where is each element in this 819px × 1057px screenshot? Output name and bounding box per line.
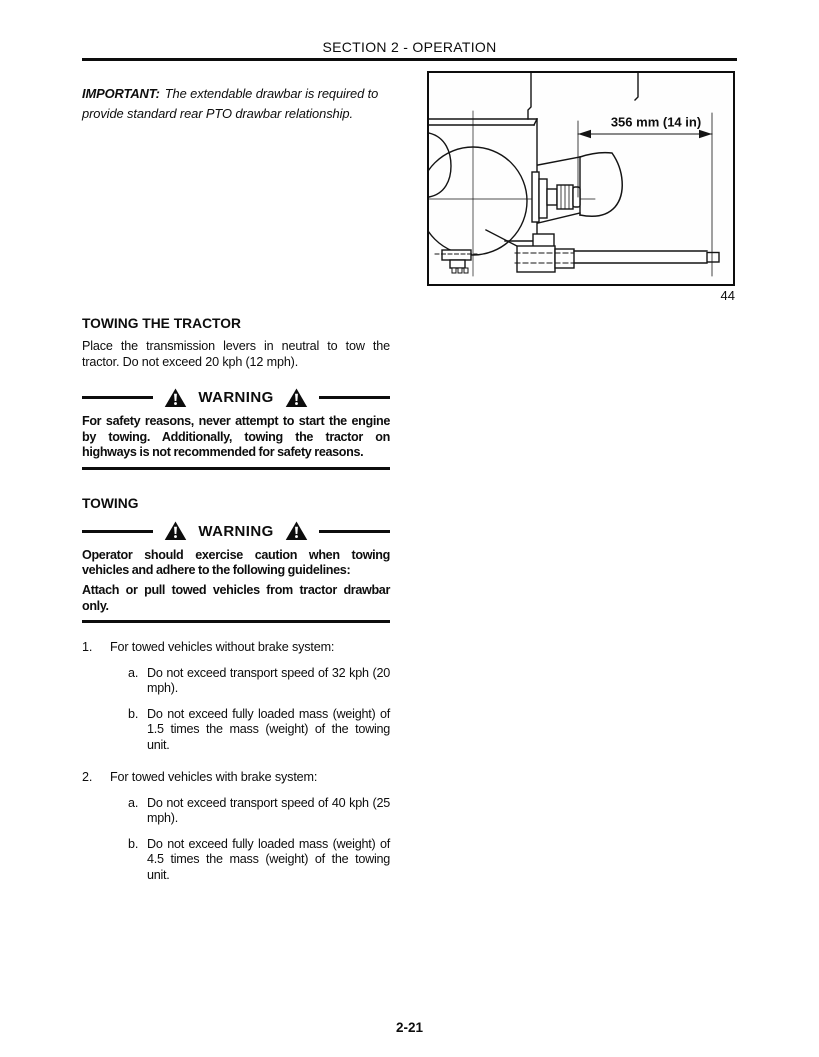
warning-rule-right	[319, 396, 390, 399]
list-item-number: 1.	[82, 640, 93, 655]
warning-rule-left	[82, 396, 153, 399]
warning-box-towing	[82, 521, 390, 623]
towing-the-tractor-body: Place the transmission levers in neutral to tow the tractor. Do not exceed 20 kph (12 mph).	[82, 339, 390, 369]
warning-text: For safety reasons, never attempt to start the engine by towing. Additionally, towing the tractor on highways is not recommended for safety reasons.	[82, 414, 390, 460]
list-item-number: 2.	[82, 770, 93, 785]
section-heading-towing-the-tractor: TOWING THE TRACTOR	[82, 316, 241, 331]
header-rule	[82, 58, 737, 61]
drawbar-figure	[427, 71, 735, 286]
warning-triangle-icon	[285, 521, 308, 541]
list-item	[82, 640, 390, 753]
subitem-letter: b.	[128, 836, 139, 851]
subitem-letter: a.	[128, 665, 139, 680]
important-label: IMPORTANT:	[82, 85, 160, 101]
warning-triangle-icon	[164, 521, 187, 541]
subitem-text: Do not exceed fully loaded mass (weight) of 1.5 times the mass (weight) of the towing unit.	[147, 706, 390, 752]
subitem-text: Do not exceed fully loaded mass (weight) of 4.5 times the mass (weight) of the towing unit.	[147, 836, 390, 882]
subitem-letter: a.	[128, 795, 139, 810]
list-item	[82, 770, 390, 883]
section-heading-towing: TOWING	[82, 495, 139, 511]
warning-bottom-rule	[82, 620, 390, 623]
list-item-text: For towed vehicles without brake system:	[110, 640, 335, 655]
warning-box-towing-the-tractor	[82, 387, 390, 470]
warning-rule-left	[82, 530, 153, 533]
figure-number: 44	[720, 288, 735, 303]
list-item-body	[110, 640, 390, 753]
text-column	[82, 316, 390, 883]
warning-text: Attach or pull towed vehicles from tractor drawbar only.	[82, 582, 390, 613]
figure-dimension-label: 356 mm (14 in)	[610, 114, 702, 130]
list-item-body	[110, 770, 390, 883]
warning-header	[82, 521, 390, 542]
warning-triangle-icon	[164, 388, 187, 408]
warning-rule-right	[319, 530, 390, 533]
list-subitem	[110, 837, 390, 884]
page-header: SECTION 2 - OPERATION	[322, 39, 497, 55]
important-note	[82, 84, 396, 124]
warning-triangle-icon	[285, 388, 308, 408]
list-subitem	[110, 707, 390, 754]
warning-bottom-rule	[82, 467, 390, 470]
important-text: The extendable drawbar is required to provide standard rear PTO drawbar relationship.	[82, 85, 379, 121]
list-subitem	[110, 796, 390, 827]
list-item-text: For towed vehicles with brake system:	[110, 770, 318, 785]
warning-title: WARNING	[198, 389, 274, 406]
warning-text: Operator should exercise caution when towing vehicles and adhere to the following guidelines:	[82, 547, 390, 578]
page-number: 2-21	[395, 1020, 424, 1035]
list-subitem	[110, 666, 390, 697]
subitem-letter: b.	[128, 706, 139, 721]
subitem-text: Do not exceed transport speed of 32 kph (20 mph).	[147, 665, 390, 696]
warning-header	[82, 387, 390, 408]
warning-title: WARNING	[198, 522, 274, 540]
subitem-text: Do not exceed transport speed of 40 kph (25 mph).	[147, 795, 390, 826]
drawbar-diagram	[429, 73, 733, 284]
